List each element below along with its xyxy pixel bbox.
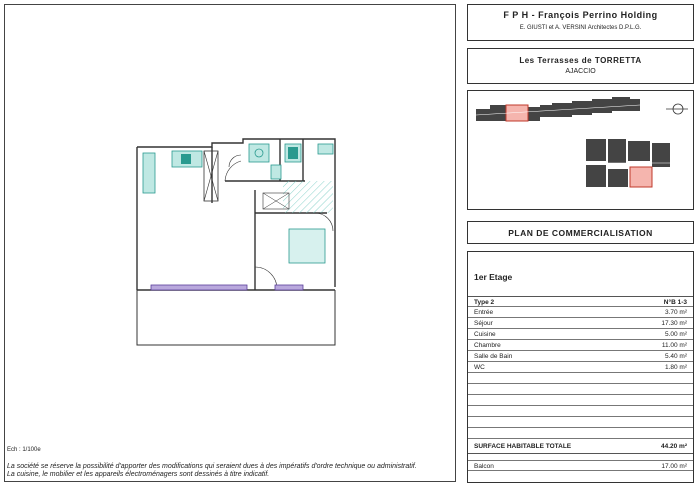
table-row-empty (468, 428, 693, 439)
disclaimer-line-2: La cuisine, le mobilier et les appareils électroménagers sont dessinés à titre indicatif. (7, 471, 270, 478)
total-label: SURFACE HABITABLE TOTALE (474, 443, 572, 450)
table-row: Cuisine 5.00 m² (468, 329, 693, 340)
balcon-value: 17.00 m² (661, 463, 687, 470)
table-row: Entrée 3.70 m² (468, 307, 693, 318)
company-header-box (467, 4, 694, 41)
table-row: Séjour 17.30 m² (468, 318, 693, 329)
site-plan-thumbnail (468, 91, 693, 209)
disclaimer (7, 463, 457, 479)
plan-title-box (467, 221, 694, 244)
table-row-empty (468, 406, 693, 417)
balcon-row (468, 460, 693, 471)
disclaimer-line-1: La société se réserve la possibilité d'apporter des modifications qui seraient dues à des impératifs d'ordre technique ou administratif. (7, 463, 417, 470)
architects-name: E. GIUSTI et A. VERSINI Architectes D.P.L.G. (519, 25, 642, 31)
project-box (467, 48, 694, 84)
floor-label: 1er Etage (474, 272, 513, 282)
table-row-empty (468, 384, 693, 395)
site-plan-box (467, 90, 694, 210)
room-table-box (467, 251, 694, 483)
table-row: WC 1.80 m² (468, 362, 693, 373)
floor-plan-frame (4, 4, 456, 482)
table-row: Chambre 11.00 m² (468, 340, 693, 351)
lot-label: N°B 1-3 (663, 299, 687, 306)
table-header-row (468, 296, 693, 307)
total-value: 44.20 m² (660, 443, 687, 450)
balcon-label: Balcon (474, 463, 494, 470)
table-row-empty (468, 395, 693, 406)
table-row-empty (468, 373, 693, 384)
company-name: F P H - François Perrino Holding (503, 10, 658, 20)
project-name: Les Terrasses de TORRETTA (519, 56, 642, 65)
table-row: Salle de Bain 5.40 m² (468, 351, 693, 362)
table-row-empty (468, 417, 693, 428)
project-city: AJACCIO (565, 68, 596, 75)
plan-title: PLAN DE COMMERCIALISATION (508, 228, 653, 238)
apartment-floor-plan (5, 5, 455, 481)
total-row (468, 439, 693, 454)
type-label: Type 2 (474, 299, 495, 306)
scale-label: Ech : 1/100e (7, 447, 41, 453)
